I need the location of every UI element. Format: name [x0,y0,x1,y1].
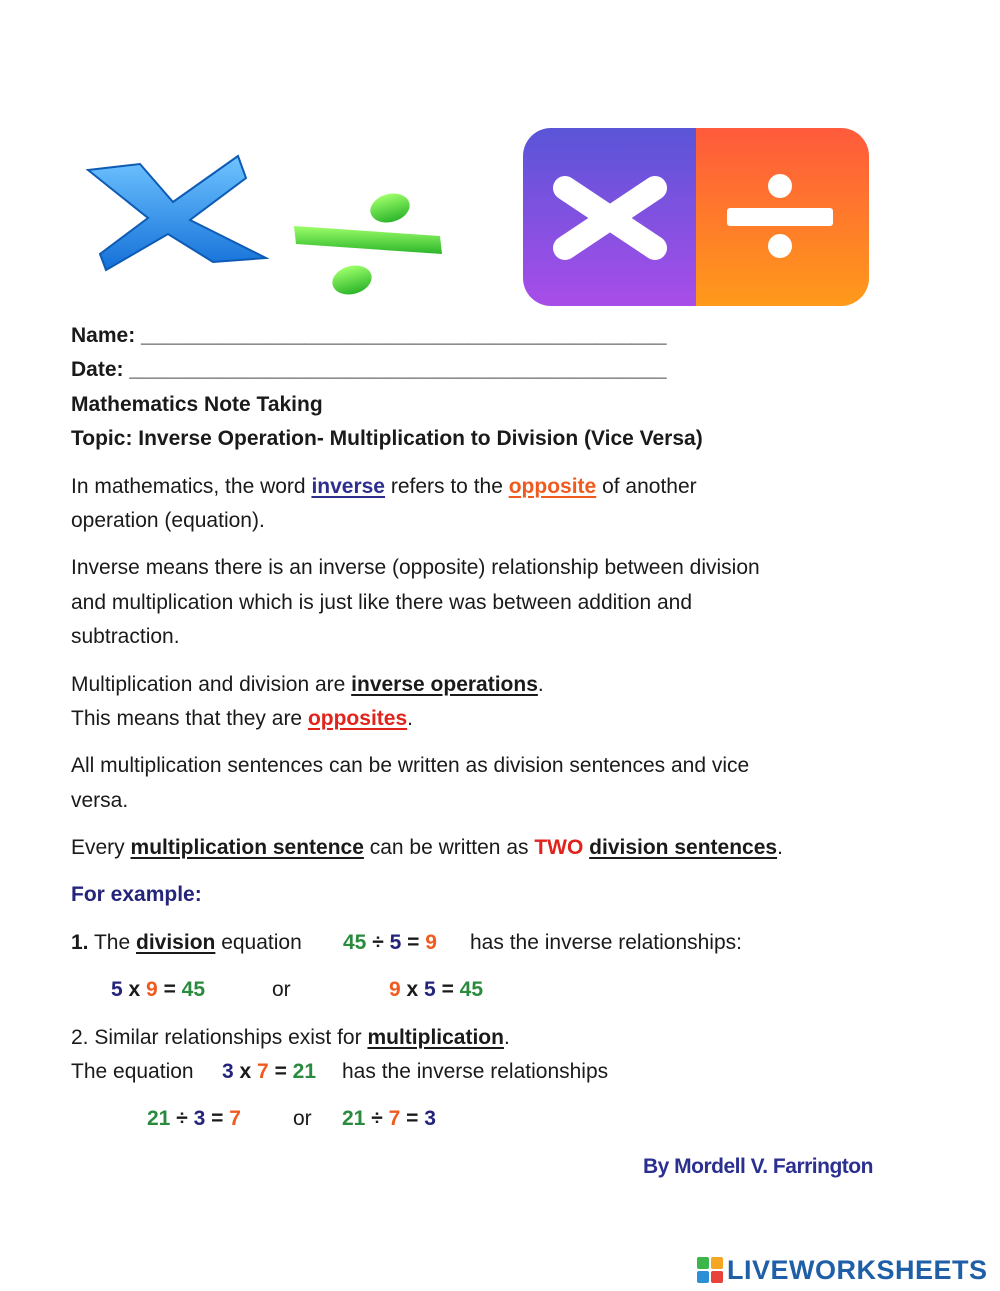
ex1-relationship-1 [111,978,205,1002]
para3-text-c: This means that they are [71,707,308,730]
para5-text-d: . [777,836,783,859]
example1-text-c: has the inverse relationships: [470,931,742,954]
para4-line1: All multiplication sentences can be written as division sentences and vice [71,754,750,777]
topic-title: Topic: Inverse Operation- Multiplication to Division (Vice Versa) [71,427,703,450]
keyword-multiplication: multiplication [367,1026,504,1049]
para1-text-a: In mathematics, the word [71,475,312,498]
para1-text-b: refers to the [385,475,509,498]
para1-line1 [71,475,697,499]
ex1-r2-b: 5 [424,978,436,1001]
example1-text-b: equation [215,931,302,954]
keyword-inverse: inverse [311,475,385,498]
ex1-r1-c: 45 [181,978,206,1001]
ex2-r2-c: 3 [424,1107,436,1130]
para5-line [71,836,783,860]
ex2-n3: 21 [292,1060,317,1083]
author-credit: By Mordell V. Farrington [643,1155,873,1178]
ex1-r1-eq: = [157,978,182,1001]
ex2-op: x [233,1060,258,1083]
ex1-n1: 45 [343,931,367,954]
ex1-r2-c: 45 [459,978,484,1001]
keyword-division: division [136,931,216,954]
ex2-r2-op: ÷ [365,1107,389,1130]
ex2-r1-b: 3 [193,1107,206,1130]
example-label: For example: [71,883,202,906]
ex1-n3: 9 [425,931,437,954]
keyword-inverse-operations: inverse operations [351,673,538,696]
ex2-relationship-1 [147,1107,241,1131]
para5-text-b: can be written as [363,836,535,859]
keyword-division-sentences: division sentences [589,836,778,859]
ex2-r2-eq: = [400,1107,425,1130]
para2-line3: subtraction. [71,625,180,648]
ex2-n2: 7 [257,1060,269,1083]
example2-line2-label: The equation [71,1060,194,1083]
name-blank[interactable]: _____________________________________________ [141,324,667,347]
para1-line2: operation (equation). [71,509,265,532]
ex1-r2-op: x [400,978,425,1001]
ex1-r1-a: 5 [111,978,123,1001]
para2-line1: Inverse means there is an inverse (opposite) relationship between division [71,556,760,579]
para3-text-d: . [407,707,413,730]
para2-line2: and multiplication which is just like there was between addition and [71,591,693,614]
liveworksheets-badge-icon [697,1257,723,1283]
ex2-relationship-2 [342,1107,436,1131]
ex2-r1-a: 21 [147,1107,171,1130]
ex2-r2-a: 21 [342,1107,366,1130]
ex1-r2-eq: = [435,978,460,1001]
division-sign-icon [290,188,450,298]
example1-number: 1. [71,931,89,954]
ex2-r1-c: 7 [229,1107,241,1130]
example1-text-a: The [88,931,136,954]
ex1-or: or [272,978,291,1001]
keyword-opposite: opposite [508,475,597,498]
ex2-r2-b: 7 [388,1107,401,1130]
ex2-eq: = [268,1060,293,1083]
date-line [71,358,667,382]
ex1-r1-b: 9 [146,978,158,1001]
example1-equation [343,931,437,955]
ex2-n1: 3 [222,1060,234,1083]
ex1-relationship-2 [389,978,483,1002]
multiplication-sign-icon [78,150,278,275]
para1-text-c: of another [596,475,697,498]
ex2-r1-op: ÷ [170,1107,194,1130]
example2-text-d: has the inverse relationships [342,1060,609,1083]
para5-text-a: Every [71,836,131,859]
para3-text-a: Multiplication and division are [71,673,352,696]
ex1-op: ÷ [366,931,390,954]
liveworksheets-text: LIVEWORKSHEETS [727,1254,988,1285]
para4-line2: versa. [71,789,129,812]
ex1-r1-op: x [122,978,147,1001]
keyword-two: TWO [534,836,584,859]
ex2-r1-eq: = [205,1107,230,1130]
ex1-eq: = [401,931,426,954]
example2-text-b: . [503,1026,510,1049]
example2-text-a: 2. Similar relationships exist for [71,1026,368,1049]
example2-line1 [71,1026,510,1050]
name-line [71,324,667,348]
liveworksheets-logo[interactable] [697,1254,988,1286]
ex2-or: or [293,1107,312,1130]
para3-line2 [71,707,413,731]
example1-line [71,931,302,955]
para3-line1 [71,673,544,697]
name-label: Name: [71,324,142,347]
keyword-opposites: opposites [307,707,408,730]
date-label: Date: [71,358,130,381]
example2-equation [222,1060,316,1084]
multiply-divide-logo-icon [523,128,869,306]
date-blank[interactable]: ______________________________________________ [129,358,667,381]
keyword-multiplication-sentence: multiplication sentence [130,836,364,859]
subject-title: Mathematics Note Taking [71,393,323,416]
ex1-n2: 5 [389,931,402,954]
ex1-r2-a: 9 [389,978,401,1001]
para3-text-b: . [537,673,544,696]
